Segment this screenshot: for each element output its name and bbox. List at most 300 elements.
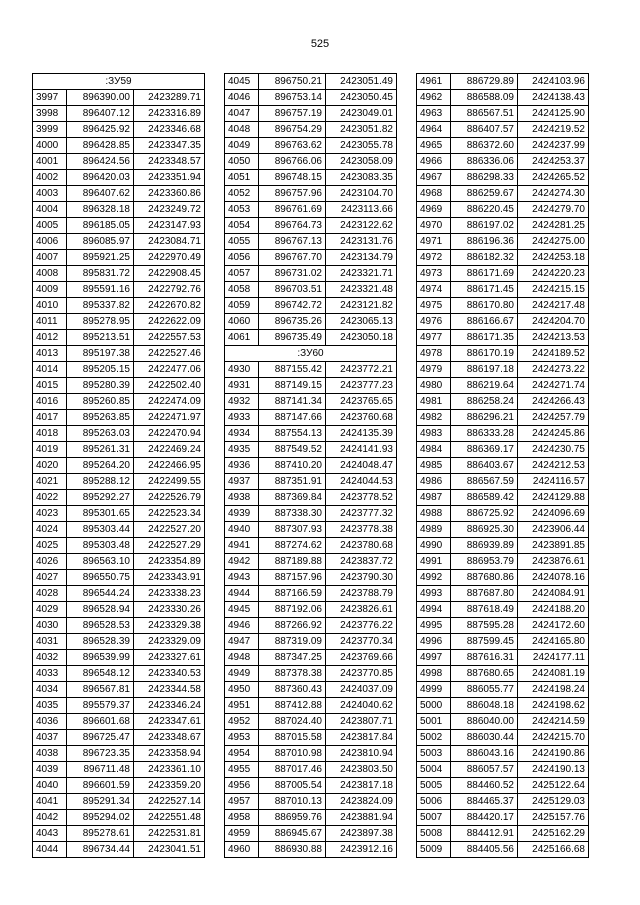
y-coordinate: 2424274.30 bbox=[518, 186, 589, 202]
point-number: 4957 bbox=[225, 794, 259, 810]
y-coordinate: 2424215.70 bbox=[518, 730, 589, 746]
table-row bbox=[33, 506, 205, 522]
table-row bbox=[33, 634, 205, 650]
table-row bbox=[225, 634, 397, 650]
x-coordinate: 887618.49 bbox=[451, 602, 518, 618]
point-number: 4040 bbox=[33, 778, 67, 794]
x-coordinate: 886945.67 bbox=[259, 826, 326, 842]
y-coordinate: 2423788.79 bbox=[326, 586, 397, 602]
y-coordinate: 2423134.79 bbox=[326, 250, 397, 266]
point-number: 4956 bbox=[225, 778, 259, 794]
point-number: 4013 bbox=[33, 346, 67, 362]
y-coordinate: 2425157.76 bbox=[518, 810, 589, 826]
table-row bbox=[417, 522, 589, 538]
table-row bbox=[417, 778, 589, 794]
x-coordinate: 884460.52 bbox=[451, 778, 518, 794]
point-number: 4010 bbox=[33, 298, 67, 314]
table-row bbox=[417, 842, 589, 858]
x-coordinate: 886197.18 bbox=[451, 362, 518, 378]
coordinates-table-3 bbox=[416, 73, 589, 858]
y-coordinate: 2423321.71 bbox=[326, 266, 397, 282]
y-coordinate: 2423837.72 bbox=[326, 554, 397, 570]
y-coordinate: 2422502.40 bbox=[134, 378, 205, 394]
y-coordinate: 2423772.21 bbox=[326, 362, 397, 378]
x-coordinate: 884420.17 bbox=[451, 810, 518, 826]
y-coordinate: 2423347.35 bbox=[134, 138, 205, 154]
y-coordinate: 2423354.89 bbox=[134, 554, 205, 570]
x-coordinate: 896767.70 bbox=[259, 250, 326, 266]
table-row bbox=[33, 602, 205, 618]
y-coordinate: 2424078.16 bbox=[518, 570, 589, 586]
y-coordinate: 2423817.18 bbox=[326, 778, 397, 794]
point-number: 4005 bbox=[33, 218, 67, 234]
x-coordinate: 896544.24 bbox=[67, 586, 134, 602]
y-coordinate: 2423348.57 bbox=[134, 154, 205, 170]
table-row bbox=[225, 650, 397, 666]
table-row bbox=[225, 794, 397, 810]
x-coordinate: 886959.76 bbox=[259, 810, 326, 826]
x-coordinate: 887680.86 bbox=[451, 570, 518, 586]
point-number: 5000 bbox=[417, 698, 451, 714]
y-coordinate: 2425122.64 bbox=[518, 778, 589, 794]
table-row bbox=[417, 730, 589, 746]
y-coordinate: 2423344.58 bbox=[134, 682, 205, 698]
point-number: 4931 bbox=[225, 378, 259, 394]
table-row bbox=[225, 202, 397, 218]
table-row bbox=[33, 170, 205, 186]
x-coordinate: 895303.44 bbox=[67, 522, 134, 538]
table-row bbox=[417, 106, 589, 122]
point-number: 4056 bbox=[225, 250, 259, 266]
y-coordinate: 2423050.45 bbox=[326, 90, 397, 106]
y-coordinate: 2424265.52 bbox=[518, 170, 589, 186]
table-row bbox=[225, 442, 397, 458]
point-number: 4941 bbox=[225, 538, 259, 554]
point-number: 5002 bbox=[417, 730, 451, 746]
x-coordinate: 895278.95 bbox=[67, 314, 134, 330]
point-number: 4998 bbox=[417, 666, 451, 682]
x-coordinate: 895260.85 bbox=[67, 394, 134, 410]
y-coordinate: 2423347.61 bbox=[134, 714, 205, 730]
x-coordinate: 887141.34 bbox=[259, 394, 326, 410]
table-row bbox=[225, 282, 397, 298]
x-coordinate: 895831.72 bbox=[67, 266, 134, 282]
y-coordinate: 2423810.94 bbox=[326, 746, 397, 762]
point-number: 4027 bbox=[33, 570, 67, 586]
table-row bbox=[417, 618, 589, 634]
x-coordinate: 895301.65 bbox=[67, 506, 134, 522]
y-coordinate: 2424245.86 bbox=[518, 426, 589, 442]
table-row bbox=[417, 506, 589, 522]
table-row bbox=[33, 698, 205, 714]
point-number: 4945 bbox=[225, 602, 259, 618]
y-coordinate: 2423760.68 bbox=[326, 410, 397, 426]
point-number: 4943 bbox=[225, 570, 259, 586]
coordinates-table-2 bbox=[224, 73, 397, 858]
y-coordinate: 2423346.24 bbox=[134, 698, 205, 714]
y-coordinate: 2422526.79 bbox=[134, 490, 205, 506]
x-coordinate: 887410.20 bbox=[259, 458, 326, 474]
y-coordinate: 2423058.09 bbox=[326, 154, 397, 170]
point-number: 4030 bbox=[33, 618, 67, 634]
y-coordinate: 2423778.38 bbox=[326, 522, 397, 538]
table-row bbox=[225, 490, 397, 506]
table-row bbox=[225, 394, 397, 410]
table-row bbox=[417, 586, 589, 602]
table-row bbox=[225, 154, 397, 170]
point-number: 4935 bbox=[225, 442, 259, 458]
x-coordinate: 884405.56 bbox=[451, 842, 518, 858]
table-row bbox=[417, 234, 589, 250]
table-row bbox=[225, 426, 397, 442]
table-row bbox=[33, 410, 205, 426]
x-coordinate: 896723.35 bbox=[67, 746, 134, 762]
x-coordinate: 886925.30 bbox=[451, 522, 518, 538]
table-row bbox=[417, 282, 589, 298]
point-number: 4986 bbox=[417, 474, 451, 490]
point-number: 4000 bbox=[33, 138, 67, 154]
y-coordinate: 2424096.69 bbox=[518, 506, 589, 522]
y-coordinate: 2424084.91 bbox=[518, 586, 589, 602]
table-row bbox=[417, 202, 589, 218]
point-number: 4057 bbox=[225, 266, 259, 282]
point-number: 4970 bbox=[417, 218, 451, 234]
point-number: 4991 bbox=[417, 554, 451, 570]
y-coordinate: 2423340.53 bbox=[134, 666, 205, 682]
point-number: 4962 bbox=[417, 90, 451, 106]
table-row bbox=[417, 90, 589, 106]
x-coordinate: 886171.45 bbox=[451, 282, 518, 298]
table-row bbox=[225, 458, 397, 474]
y-coordinate: 2423316.89 bbox=[134, 106, 205, 122]
x-coordinate: 896767.13 bbox=[259, 234, 326, 250]
table-row bbox=[33, 522, 205, 538]
y-coordinate: 2423776.22 bbox=[326, 618, 397, 634]
table-row bbox=[33, 90, 205, 106]
table-row bbox=[417, 762, 589, 778]
y-coordinate: 2423769.66 bbox=[326, 650, 397, 666]
point-number: 4050 bbox=[225, 154, 259, 170]
x-coordinate: 887307.93 bbox=[259, 522, 326, 538]
point-number: 4952 bbox=[225, 714, 259, 730]
point-number: 5009 bbox=[417, 842, 451, 858]
point-number: 4940 bbox=[225, 522, 259, 538]
point-number: 4934 bbox=[225, 426, 259, 442]
point-number: 3997 bbox=[33, 90, 67, 106]
table-row bbox=[417, 170, 589, 186]
x-coordinate: 896757.19 bbox=[259, 106, 326, 122]
table-row bbox=[417, 538, 589, 554]
x-coordinate: 886939.89 bbox=[451, 538, 518, 554]
table-row bbox=[417, 394, 589, 410]
x-coordinate: 896750.21 bbox=[259, 74, 326, 90]
y-coordinate: 2422557.53 bbox=[134, 330, 205, 346]
table-row bbox=[225, 602, 397, 618]
x-coordinate: 895264.20 bbox=[67, 458, 134, 474]
table-row bbox=[417, 554, 589, 570]
y-coordinate: 2422527.46 bbox=[134, 346, 205, 362]
point-number: 4959 bbox=[225, 826, 259, 842]
y-coordinate: 2423765.65 bbox=[326, 394, 397, 410]
table-row bbox=[417, 490, 589, 506]
y-coordinate: 2425166.68 bbox=[518, 842, 589, 858]
point-number: 4969 bbox=[417, 202, 451, 218]
table-row bbox=[417, 410, 589, 426]
table-row bbox=[225, 778, 397, 794]
x-coordinate: 887147.66 bbox=[259, 410, 326, 426]
y-coordinate: 2423329.38 bbox=[134, 618, 205, 634]
y-coordinate: 2423338.23 bbox=[134, 586, 205, 602]
point-number: 4950 bbox=[225, 682, 259, 698]
point-number: 4053 bbox=[225, 202, 259, 218]
point-number: 4988 bbox=[417, 506, 451, 522]
x-coordinate: 896567.81 bbox=[67, 682, 134, 698]
table-row bbox=[417, 746, 589, 762]
point-number: 4930 bbox=[225, 362, 259, 378]
point-number: 4004 bbox=[33, 202, 67, 218]
y-coordinate: 2424237.99 bbox=[518, 138, 589, 154]
point-number: 4990 bbox=[417, 538, 451, 554]
point-number: 4037 bbox=[33, 730, 67, 746]
y-coordinate: 2424198.62 bbox=[518, 698, 589, 714]
table-row bbox=[417, 714, 589, 730]
x-coordinate: 896528.94 bbox=[67, 602, 134, 618]
table-row bbox=[33, 778, 205, 794]
table-row bbox=[225, 762, 397, 778]
point-number: 4951 bbox=[225, 698, 259, 714]
point-number: 4985 bbox=[417, 458, 451, 474]
point-number: 4015 bbox=[33, 378, 67, 394]
table-row bbox=[33, 218, 205, 234]
point-number: 4965 bbox=[417, 138, 451, 154]
y-coordinate: 2424230.75 bbox=[518, 442, 589, 458]
table-row bbox=[33, 650, 205, 666]
point-number: 4044 bbox=[33, 842, 67, 858]
table-row bbox=[33, 234, 205, 250]
x-coordinate: 895294.02 bbox=[67, 810, 134, 826]
point-number: 4014 bbox=[33, 362, 67, 378]
point-number: 5007 bbox=[417, 810, 451, 826]
table-row bbox=[225, 362, 397, 378]
y-coordinate: 2424212.53 bbox=[518, 458, 589, 474]
point-number: 4022 bbox=[33, 490, 67, 506]
table-row bbox=[417, 346, 589, 362]
y-coordinate: 2423897.38 bbox=[326, 826, 397, 842]
table-row bbox=[225, 106, 397, 122]
table-row bbox=[417, 426, 589, 442]
table-row bbox=[417, 74, 589, 90]
y-coordinate: 2423055.78 bbox=[326, 138, 397, 154]
x-coordinate: 886220.45 bbox=[451, 202, 518, 218]
page-number: 525 bbox=[310, 38, 330, 50]
table-row bbox=[225, 314, 397, 330]
y-coordinate: 2424103.96 bbox=[518, 74, 589, 90]
table-row bbox=[225, 218, 397, 234]
point-number: 4035 bbox=[33, 698, 67, 714]
point-number: 4061 bbox=[225, 330, 259, 346]
x-coordinate: 896764.73 bbox=[259, 218, 326, 234]
x-coordinate: 886567.51 bbox=[451, 106, 518, 122]
table-row bbox=[33, 714, 205, 730]
y-coordinate: 2423360.86 bbox=[134, 186, 205, 202]
section-label: :ЗУ60 bbox=[225, 346, 397, 362]
point-number: 4954 bbox=[225, 746, 259, 762]
point-number: 4968 bbox=[417, 186, 451, 202]
x-coordinate: 886171.35 bbox=[451, 330, 518, 346]
x-coordinate: 886258.24 bbox=[451, 394, 518, 410]
x-coordinate: 887369.84 bbox=[259, 490, 326, 506]
point-number: 4961 bbox=[417, 74, 451, 90]
x-coordinate: 895197.38 bbox=[67, 346, 134, 362]
table-row bbox=[225, 250, 397, 266]
x-coordinate: 896731.02 bbox=[259, 266, 326, 282]
point-number: 4979 bbox=[417, 362, 451, 378]
x-coordinate: 895288.12 bbox=[67, 474, 134, 490]
x-coordinate: 895337.82 bbox=[67, 298, 134, 314]
y-coordinate: 2423824.09 bbox=[326, 794, 397, 810]
point-number: 4971 bbox=[417, 234, 451, 250]
point-number: 5006 bbox=[417, 794, 451, 810]
y-coordinate: 2422469.24 bbox=[134, 442, 205, 458]
point-number: 4019 bbox=[33, 442, 67, 458]
table-row bbox=[225, 410, 397, 426]
x-coordinate: 895579.37 bbox=[67, 698, 134, 714]
point-number: 4052 bbox=[225, 186, 259, 202]
x-coordinate: 896742.72 bbox=[259, 298, 326, 314]
y-coordinate: 2424189.52 bbox=[518, 346, 589, 362]
point-number: 5001 bbox=[417, 714, 451, 730]
x-coordinate: 886372.60 bbox=[451, 138, 518, 154]
y-coordinate: 2422622.09 bbox=[134, 314, 205, 330]
table-row bbox=[225, 554, 397, 570]
x-coordinate: 896601.68 bbox=[67, 714, 134, 730]
x-coordinate: 896420.03 bbox=[67, 170, 134, 186]
table-row bbox=[417, 442, 589, 458]
y-coordinate: 2422477.06 bbox=[134, 362, 205, 378]
y-coordinate: 2424214.59 bbox=[518, 714, 589, 730]
point-number: 4949 bbox=[225, 666, 259, 682]
x-coordinate: 886171.69 bbox=[451, 266, 518, 282]
point-number: 4994 bbox=[417, 602, 451, 618]
table-row bbox=[417, 474, 589, 490]
x-coordinate: 886336.06 bbox=[451, 154, 518, 170]
y-coordinate: 2422466.95 bbox=[134, 458, 205, 474]
point-number: 4960 bbox=[225, 842, 259, 858]
y-coordinate: 2423121.82 bbox=[326, 298, 397, 314]
point-number: 4946 bbox=[225, 618, 259, 634]
x-coordinate: 887015.58 bbox=[259, 730, 326, 746]
y-coordinate: 2424172.60 bbox=[518, 618, 589, 634]
table-row bbox=[33, 122, 205, 138]
table-row bbox=[33, 314, 205, 330]
point-number: 4029 bbox=[33, 602, 67, 618]
y-coordinate: 2424177.11 bbox=[518, 650, 589, 666]
point-number: 4007 bbox=[33, 250, 67, 266]
point-number: 4947 bbox=[225, 634, 259, 650]
x-coordinate: 887266.92 bbox=[259, 618, 326, 634]
x-coordinate: 887024.40 bbox=[259, 714, 326, 730]
point-number: 4016 bbox=[33, 394, 67, 410]
point-number: 4989 bbox=[417, 522, 451, 538]
x-coordinate: 895291.34 bbox=[67, 794, 134, 810]
x-coordinate: 896424.56 bbox=[67, 154, 134, 170]
y-coordinate: 2424044.53 bbox=[326, 474, 397, 490]
point-number: 4055 bbox=[225, 234, 259, 250]
point-number: 4012 bbox=[33, 330, 67, 346]
table-row bbox=[417, 810, 589, 826]
point-number: 5008 bbox=[417, 826, 451, 842]
point-number: 4936 bbox=[225, 458, 259, 474]
point-number: 4058 bbox=[225, 282, 259, 298]
point-number: 4002 bbox=[33, 170, 67, 186]
x-coordinate: 895261.31 bbox=[67, 442, 134, 458]
x-coordinate: 896425.92 bbox=[67, 122, 134, 138]
x-coordinate: 887157.96 bbox=[259, 570, 326, 586]
y-coordinate: 2423770.85 bbox=[326, 666, 397, 682]
table-row bbox=[33, 586, 205, 602]
table-row bbox=[225, 746, 397, 762]
point-number: 4059 bbox=[225, 298, 259, 314]
x-coordinate: 887595.28 bbox=[451, 618, 518, 634]
table-row bbox=[225, 170, 397, 186]
point-number: 4974 bbox=[417, 282, 451, 298]
y-coordinate: 2423321.48 bbox=[326, 282, 397, 298]
table-row bbox=[225, 570, 397, 586]
y-coordinate: 2424165.80 bbox=[518, 634, 589, 650]
table-row bbox=[417, 570, 589, 586]
table-row bbox=[225, 74, 397, 90]
x-coordinate: 896703.51 bbox=[259, 282, 326, 298]
point-number: 4047 bbox=[225, 106, 259, 122]
point-number: 4938 bbox=[225, 490, 259, 506]
y-coordinate: 2424253.37 bbox=[518, 154, 589, 170]
point-number: 4937 bbox=[225, 474, 259, 490]
y-coordinate: 2423065.13 bbox=[326, 314, 397, 330]
x-coordinate: 887412.88 bbox=[259, 698, 326, 714]
x-coordinate: 887192.06 bbox=[259, 602, 326, 618]
x-coordinate: 887599.45 bbox=[451, 634, 518, 650]
y-coordinate: 2423050.18 bbox=[326, 330, 397, 346]
x-coordinate: 886729.89 bbox=[451, 74, 518, 90]
y-coordinate: 2423881.94 bbox=[326, 810, 397, 826]
x-coordinate: 887274.62 bbox=[259, 538, 326, 554]
table-row bbox=[33, 618, 205, 634]
point-number: 4003 bbox=[33, 186, 67, 202]
table-row bbox=[225, 138, 397, 154]
table-row bbox=[417, 458, 589, 474]
point-number: 4993 bbox=[417, 586, 451, 602]
y-coordinate: 2422527.14 bbox=[134, 794, 205, 810]
y-coordinate: 2424125.90 bbox=[518, 106, 589, 122]
x-coordinate: 896548.12 bbox=[67, 666, 134, 682]
x-coordinate: 896407.62 bbox=[67, 186, 134, 202]
y-coordinate: 2422551.48 bbox=[134, 810, 205, 826]
point-number: 4054 bbox=[225, 218, 259, 234]
point-number: 4060 bbox=[225, 314, 259, 330]
y-coordinate: 2422527.29 bbox=[134, 538, 205, 554]
y-coordinate: 2424188.20 bbox=[518, 602, 589, 618]
table-row bbox=[417, 138, 589, 154]
x-coordinate: 887189.88 bbox=[259, 554, 326, 570]
point-number: 4966 bbox=[417, 154, 451, 170]
table-row bbox=[33, 442, 205, 458]
x-coordinate: 896711.48 bbox=[67, 762, 134, 778]
x-coordinate: 887155.42 bbox=[259, 362, 326, 378]
x-coordinate: 886166.67 bbox=[451, 314, 518, 330]
point-number: 4031 bbox=[33, 634, 67, 650]
y-coordinate: 2423876.61 bbox=[518, 554, 589, 570]
point-number: 4976 bbox=[417, 314, 451, 330]
